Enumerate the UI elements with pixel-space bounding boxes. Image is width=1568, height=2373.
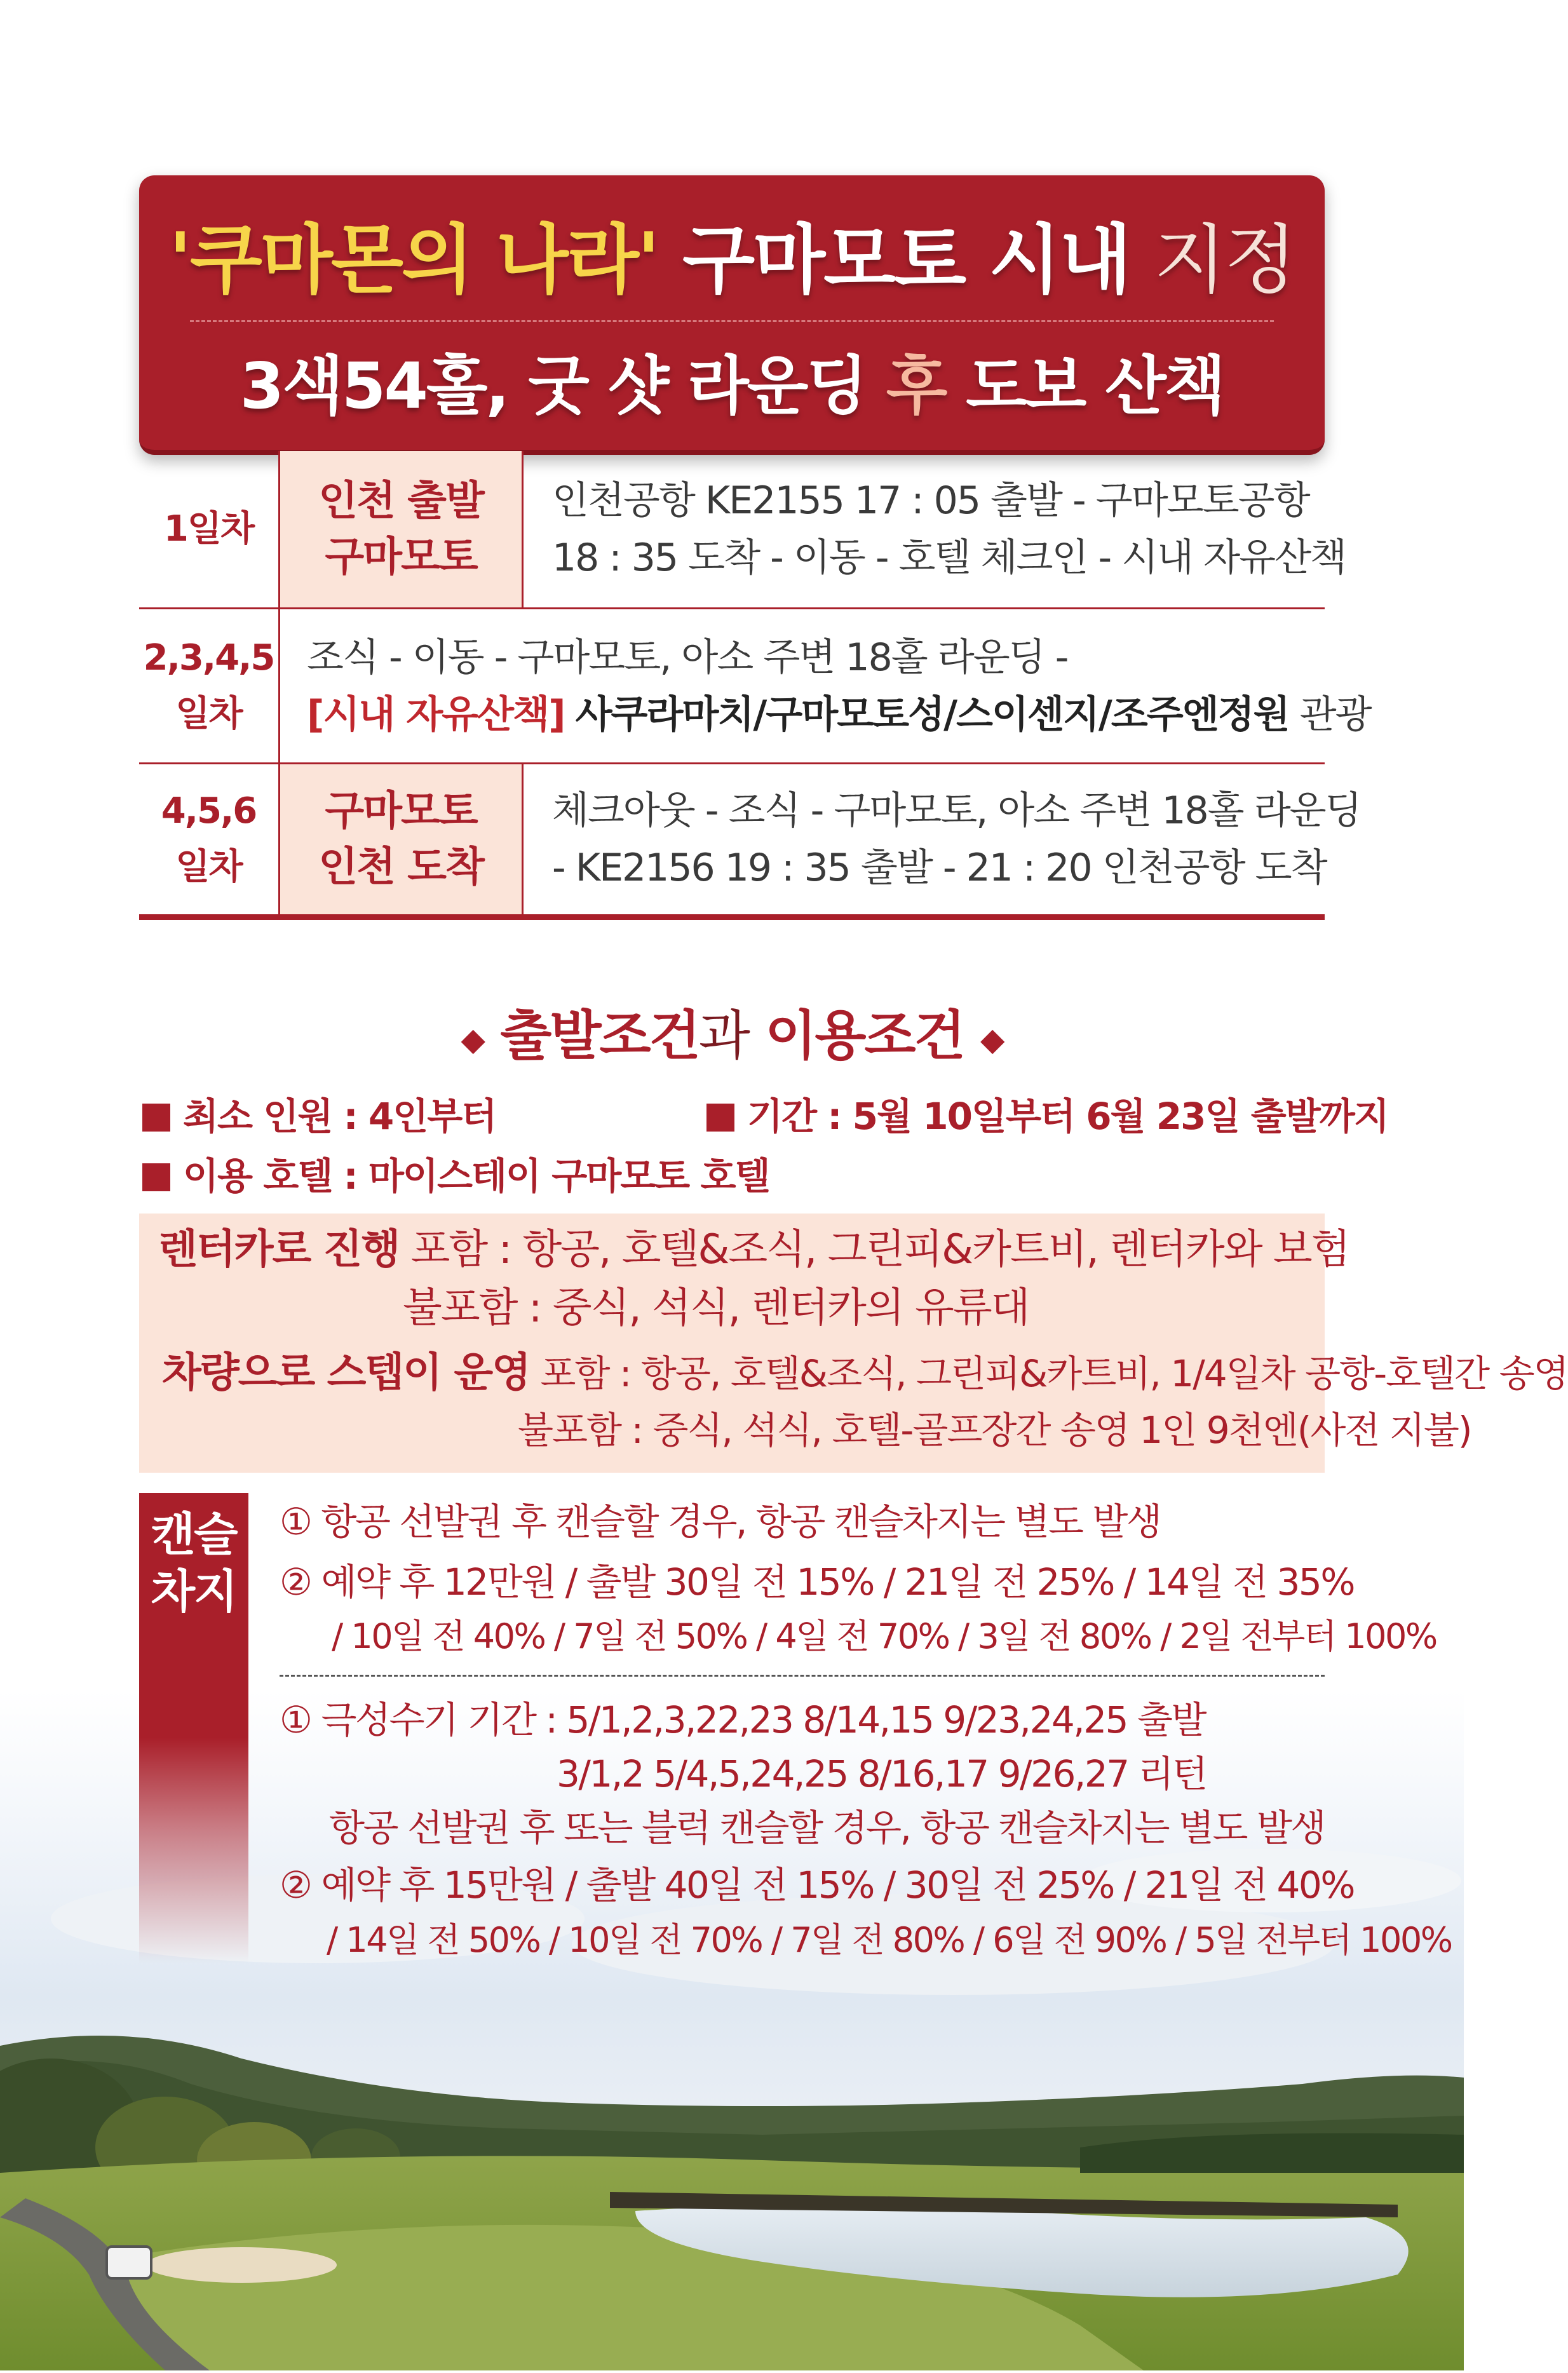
day-label (139, 764, 280, 914)
schedule-text (552, 764, 1361, 914)
min-people: 최소 인원 : 4인부터 (142, 1088, 496, 1145)
schedule-text (552, 451, 1346, 607)
conditions-title-b: 과 (698, 1004, 748, 1067)
cancel-item-a1: ① 항공 선발권 후 캔슬할 경우, 항공 캔슬차지는 별도 발생 (280, 1500, 1161, 1543)
day-line: 일차 (175, 693, 242, 734)
header-banner (139, 175, 1325, 455)
schedule-line: 조식 - 이동 - 구마모토, 아소 주변 18홀 라운딩 - (307, 635, 1068, 680)
title-tail: 지정 (1154, 216, 1295, 304)
conditions-title-a: 출발조건 (500, 1004, 699, 1067)
cancel-label-line: 캔슬 (151, 1508, 237, 1561)
schedule-line: 인천공항 KE2155 17 : 05 출발 - 구마모토공항 (552, 478, 1309, 523)
schedule-line (307, 686, 1371, 743)
place-cell (280, 451, 524, 607)
place-line: 인천 출발 (318, 478, 483, 525)
subtitle-part-c: 도보 산책 (966, 349, 1224, 423)
rental-excluded: 불포함 : 중식, 석식, 렌터카의 유류대 (403, 1285, 1029, 1332)
itinerary-row-day1 (139, 451, 1346, 609)
circled-1-icon: ① (280, 1500, 311, 1543)
schedule-line: 18 : 35 도착 - 이동 - 호텔 체크인 - 시내 자유산책 (552, 536, 1346, 580)
schedule-line: 체크아웃 - 조식 - 구마모토, 아소 주변 18홀 라운딩 (552, 788, 1361, 833)
shuttle-included: 포함 : 항공, 호텔&조식, 그린피&카트비, 1/4일차 공항-호텔간 송영 (540, 1352, 1568, 1395)
day-line: 2,3,4,5 (143, 637, 274, 679)
free-walk-tag: [시내 자유산책] (307, 692, 565, 737)
travel-period: 기간 : 5월 10일부터 6월 23일 출발까지 (706, 1088, 1388, 1145)
cancel-item-b4: ② 예약 후 15만원 / 출발 40일 전 15% / 30일 전 25% / 21일 전 40% (280, 1863, 1354, 1907)
subtitle-part-a: 3색54홀, 굿 샷 라운딩 (240, 349, 866, 423)
shuttle-label: 차량으로 스텝이 운영 (162, 1349, 530, 1396)
shuttle-excluded: 불포함 : 중식, 석식, 호텔-골프장간 송영 1인 9천엔(사전 지불) (518, 1409, 1471, 1452)
rental-inc-line (158, 1221, 1349, 1278)
day-line: 4,5,6 (161, 790, 257, 832)
place-line: 인천 도착 (318, 844, 483, 891)
page-title (139, 212, 1325, 308)
itinerary-row-day4-6 (139, 764, 1361, 920)
subtitle-part-b: 후 (886, 349, 946, 423)
circled-1-icon: ① (280, 1698, 311, 1741)
circled-2-icon: ② (280, 1560, 311, 1604)
cancel-item-b5: / 14일 전 50% / 10일 전 70% / 7일 전 80% / 6일 전 90% / 5일 전부터 100% (327, 1920, 1452, 1960)
title-main: 구마모토 시내 (682, 216, 1130, 304)
square-bullet-icon (706, 1104, 734, 1132)
day-label (139, 609, 280, 762)
cancel-item-a2: ② 예약 후 12만원 / 출발 30일 전 15% / 21일 전 25% / 14일 전 35% (280, 1560, 1354, 1604)
rental-included: 포함 : 항공, 호텔&조식, 그린피&카트비, 렌터카와 보험 (410, 1226, 1349, 1273)
shuttle-inc-line (162, 1346, 1568, 1401)
day-line: 일차 (175, 846, 242, 888)
itinerary-row-day2-5 (139, 609, 1371, 764)
diamond-icon: ◆ (461, 1021, 483, 1058)
sightseeing-tail: 관광 (1299, 692, 1371, 737)
peak-season-departure: ① 극성수기 기간 : 5/1,2,3,22,23 8/14,15 9/23,24,25 출발 (280, 1698, 1206, 1741)
page-subtitle (139, 342, 1325, 431)
peak-season-return: 3/1,2 5/4,5,24,25 8/16,17 9/26,27 리턴 (557, 1752, 1206, 1795)
sightseeing-spots: 사쿠라마치/구마모토성/스이센지/조주엔정원 (575, 692, 1289, 737)
peak-season-airline-note: 항공 선발권 후 또는 블럭 캔슬할 경우, 항공 캔슬차지는 별도 발생 (329, 1806, 1325, 1849)
rental-label: 렌터카로 진행 (158, 1226, 400, 1273)
place-cell (280, 764, 524, 914)
conditions-title-c: 이용조건 (765, 1004, 964, 1067)
hotel-info: 이용 호텔 : 마이스테이 구마모토 호텔 (142, 1147, 769, 1205)
schedule-text (307, 609, 1371, 762)
circled-2-icon: ② (280, 1863, 311, 1907)
cancel-divider (280, 1675, 1325, 1677)
diamond-icon: ◆ (980, 1021, 1003, 1058)
day-label: 1일차 (139, 451, 280, 607)
cancel-charge-label (139, 1493, 248, 1963)
schedule-line: - KE2156 19 : 35 출발 - 21 : 20 인천공항 도착 (552, 846, 1327, 890)
cancel-item-a3: / 10일 전 40% / 7일 전 50% / 4일 전 70% / 3일 전 80% / 2일 전부터 100% (332, 1616, 1436, 1656)
included-box (139, 1214, 1568, 1473)
place-line: 구마모토 (325, 788, 477, 835)
place-line: 구마모토 (325, 534, 477, 581)
title-quote: '쿠마몬의 나라' (168, 216, 659, 304)
cancel-label-line: 차지 (151, 1565, 237, 1618)
conditions-heading (0, 997, 1464, 1078)
title-divider (190, 320, 1274, 322)
square-bullet-icon (142, 1163, 170, 1191)
square-bullet-icon (142, 1104, 170, 1132)
